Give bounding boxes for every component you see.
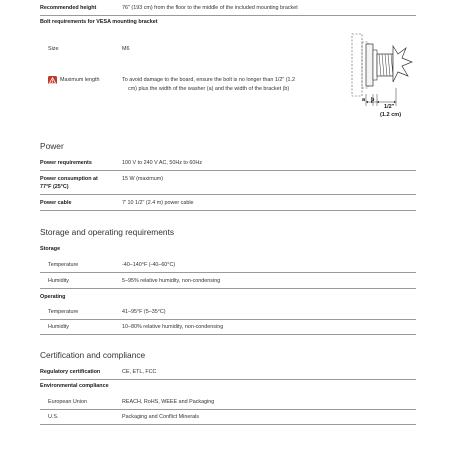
power-requirements-value: 100 V to 240 V AC, 50Hz to 60Hz	[122, 160, 203, 166]
power-consumption-value: 15 W (maximum)	[122, 176, 164, 182]
european-union-label: European Union	[48, 399, 87, 405]
power-heading: Power	[40, 141, 64, 151]
storage-temperature-label: Temperature	[48, 262, 79, 268]
divider	[40, 15, 416, 16]
regulatory-certification-value: CE, ETL, FCC	[122, 369, 157, 375]
divider	[40, 409, 416, 410]
regulatory-certification-label: Regulatory certification	[40, 369, 101, 375]
maximum-length-value-line2: cm) plus the width of the washer (a) and the width of the bracket (b)	[128, 86, 290, 92]
operating-subheading: Operating	[40, 294, 66, 300]
diagram-label-b: b	[371, 97, 375, 103]
divider	[40, 424, 416, 425]
warning-triangle-icon	[48, 76, 57, 84]
certification-heading: Certification and compliance	[40, 350, 146, 360]
power-cable-label: Power cable	[40, 200, 72, 206]
storage-temperature-value: -40–140°F (-40–60°C)	[122, 262, 176, 268]
maximum-length-label: Maximum length	[60, 77, 100, 83]
european-union-value: REACH, RoHS, WEEE and Packaging	[122, 399, 215, 405]
storage-operating-heading: Storage and operating requirements	[40, 227, 175, 237]
maximum-length-value-line1: To avoid damage to the board, ensure the bolt is no longer than 1/2" (1.2	[122, 77, 296, 83]
power-cable-value: 7' 10 1/2" (2.4 m) power cable	[122, 200, 194, 206]
bolt-diagram-drawing	[340, 28, 415, 120]
storage-subheading: Storage	[40, 246, 61, 252]
divider	[40, 170, 416, 171]
recommended-height-label: Recommended height	[40, 5, 97, 11]
recommended-height-value: 76" (193 cm) from the floor to the middle of the included mounting bracket	[122, 5, 298, 11]
us-value: Packaging and Conflict Minerals	[122, 414, 200, 420]
diagram-label-half-inch: 1/2"	[384, 104, 395, 110]
power-consumption-label-line1: Power consumption at	[40, 176, 98, 182]
diagram-label-cm: (1.2 cm)	[380, 112, 402, 118]
power-consumption-label-line2: 77°F (25°C)	[40, 184, 69, 190]
power-requirements-label: Power requirements	[40, 160, 92, 166]
size-value: M6	[122, 46, 130, 52]
operating-temperature-value: 41–95°F (5–35°C)	[122, 309, 166, 315]
operating-humidity-label: Humidity	[48, 324, 69, 330]
operating-temperature-label: Temperature	[48, 309, 79, 315]
bolt-requirements-heading: Bolt requirements for VESA mounting bracket	[40, 19, 158, 25]
environmental-compliance-label: Environmental compliance	[40, 383, 109, 389]
divider	[40, 272, 416, 273]
divider	[40, 288, 416, 289]
us-label: U.S.	[48, 414, 59, 420]
diagram-label-a: a	[362, 97, 366, 103]
divider	[40, 379, 416, 380]
size-label: Size	[48, 46, 59, 52]
divider	[40, 210, 416, 211]
divider	[40, 334, 416, 335]
divider	[40, 194, 416, 195]
storage-humidity-label: Humidity	[48, 278, 69, 284]
storage-humidity-value: 5–95% relative humidity, non-condensing	[122, 278, 221, 284]
operating-humidity-value: 10–80% relative humidity, non-condensing	[122, 324, 224, 330]
divider	[40, 319, 416, 320]
bolt-diagram	[340, 28, 415, 120]
